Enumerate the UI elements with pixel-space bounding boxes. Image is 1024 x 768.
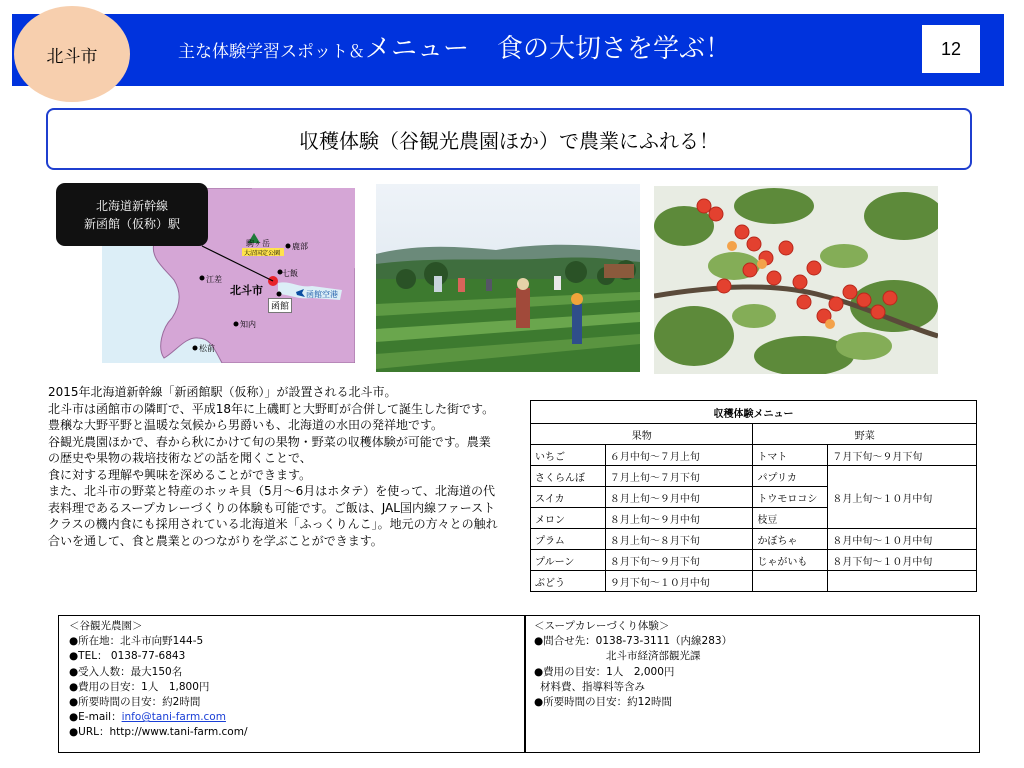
page-title — [178, 28, 731, 65]
vegetable-period: ８月下旬～１０月中旬 — [828, 550, 977, 571]
subtitle-banner: 収穫体験（谷観光農園ほか）で農業にふれる！ — [46, 108, 972, 170]
description-para-1: 2015年北海道新幹線「新函館駅（仮称）」が設置される北斗市。 — [48, 385, 397, 399]
vegetable-name: 枝豆 — [753, 508, 828, 529]
city-badge: 北斗市 — [14, 6, 130, 102]
vegetable-period: ７月下旬～９月下旬 — [828, 445, 977, 466]
vegetable-name: じゃがいも — [753, 550, 828, 571]
callout-line-1: 北海道新幹線 — [95, 198, 168, 213]
fruit-name: いちご — [531, 445, 606, 466]
farm-info — [59, 616, 526, 752]
table-row — [531, 529, 977, 550]
farm-address: ●所在地：北斗市向野144-5 — [69, 635, 204, 648]
curry-duration: ●所要時間の目安：約12時間 — [534, 696, 673, 709]
farm-info-heading: ＜谷観光農園＞ — [69, 620, 143, 632]
farm-url: ●URL：http://www.tani-farm.com/ — [69, 726, 248, 739]
map-label-airport: 函館空港 — [306, 290, 338, 299]
title-menu: メニュー — [365, 34, 470, 64]
contact-info-box — [58, 615, 980, 753]
map-label-nanae: 七飯 — [282, 269, 298, 278]
vegetable-name: パプリカ — [753, 466, 828, 487]
map-label-shiriuchi: 知内 — [240, 320, 256, 329]
farm-email-label: ●E-mail： — [69, 711, 122, 724]
curry-contact-dept: 北斗市経済部観光課 — [606, 650, 701, 663]
fruit-period: ６月中旬～７月上旬 — [605, 445, 753, 466]
vegetable-name: かぼちゃ — [753, 529, 828, 550]
vegetable-period: ８月上旬～１０月中旬 — [828, 466, 977, 529]
fruit-period: ７月上旬～７月下旬 — [605, 466, 753, 487]
vegetable-period: ８月中旬～１０月中旬 — [828, 529, 977, 550]
farm-email-link[interactable]: info@tani-farm.com — [121, 711, 226, 724]
table-title: 収穫体験メニュー — [531, 401, 977, 424]
map-label-matsumae: 松前 — [199, 344, 215, 353]
callout-line-2: 新函館（仮称）駅 — [83, 216, 180, 231]
empty-cell — [828, 571, 977, 592]
description-text — [48, 384, 500, 549]
farm-cost: ●費用の目安：1人 1,800円 — [69, 680, 210, 693]
cherry-photo — [654, 186, 938, 374]
description-para-5: また、北斗市の野菜と特産のホッキ貝（5月～6月はホタテ）を使って、北海道の代表料理であるスープカレーづくりの体験も可能です。ご飯は、JAL国内線ファーストクラスの機内食にも採用されている北海道米「ふっくりんこ」。地元の方々との触れ合いを通して、食と農業とのつながりを学ぶことができます。 — [48, 484, 498, 548]
curry-info-heading: ＜スープカレーづくり体験＞ — [534, 620, 670, 632]
fruit-period: ８月下旬～９月下旬 — [605, 550, 753, 571]
vegetable-name: トウモロコシ — [753, 487, 828, 508]
table-row — [531, 571, 977, 592]
fruit-period: ８月上旬～８月下旬 — [605, 529, 753, 550]
fruit-header: 果物 — [531, 424, 753, 445]
fruit-period: ８月上旬～９月中旬 — [605, 487, 753, 508]
fruit-name: プラム — [531, 529, 606, 550]
fruit-name: メロン — [531, 508, 606, 529]
curry-info — [526, 616, 979, 752]
map-label-hakodate: 函館 — [268, 298, 292, 313]
title-main: 食の大切さを学ぶ！ — [497, 34, 732, 64]
farm-capacity: ●受入人数：最大150名 — [69, 665, 183, 678]
farm-email-row — [69, 710, 524, 725]
harvest-menu-table — [530, 400, 977, 592]
farm-photo — [376, 184, 640, 372]
map-label-shikabe: 鹿部 — [292, 242, 308, 251]
table-row — [531, 445, 977, 466]
curry-contact: ●問合せ先：0138-73-3111（内線283） — [534, 635, 733, 648]
vegetable-name: トマト — [753, 445, 828, 466]
map-label-park: 大沼国定公園 — [244, 250, 281, 257]
description-para-3: 谷観光農園ほかで、春から秋にかけて旬の果物・野菜の収穫体験が可能です。農業の歴史や果物の栽培技術などの話を聞くことで、 — [48, 434, 491, 465]
fruit-period: ８月上旬～９月中旬 — [605, 508, 753, 529]
fruit-name: さくらんぼ — [531, 466, 606, 487]
curry-cost-note: 材料費、指導料等含み — [540, 680, 645, 693]
fruit-name: スイカ — [531, 487, 606, 508]
map-label-esashi: 江差 — [206, 275, 222, 284]
fruit-name: ぶどう — [531, 571, 606, 592]
vegetable-header: 野菜 — [753, 424, 977, 445]
table-row — [531, 466, 977, 487]
title-small: 主な体験学習スポット＆ — [178, 42, 365, 62]
station-callout — [56, 183, 208, 246]
description-para-4: 食に対する理解や興味を深めることができます。 — [48, 467, 312, 482]
page-number: 12 — [922, 25, 980, 73]
description-para-2: 北斗市は函館市の隣町で、平成18年に上磯町と大野町が合併して誕生した街です。豊穣な大野平野と温暖な気候から男爵いも、北海道の水田の発祥地です。 — [48, 401, 495, 432]
farm-tel: ●TEL： 0138-77-6843 — [69, 650, 186, 663]
fruit-name: プルーン — [531, 550, 606, 571]
table-row — [531, 550, 977, 571]
map-label-hokuto: 北斗市 — [230, 284, 263, 297]
map-label-mountain: 駒ヶ岳 — [246, 239, 270, 248]
curry-cost: ●費用の目安：1人 2,000円 — [534, 665, 675, 678]
farm-duration: ●所要時間の目安：約2時間 — [69, 696, 201, 709]
fruit-period: ９月下旬～１０月中旬 — [605, 571, 753, 592]
empty-cell — [753, 571, 828, 592]
